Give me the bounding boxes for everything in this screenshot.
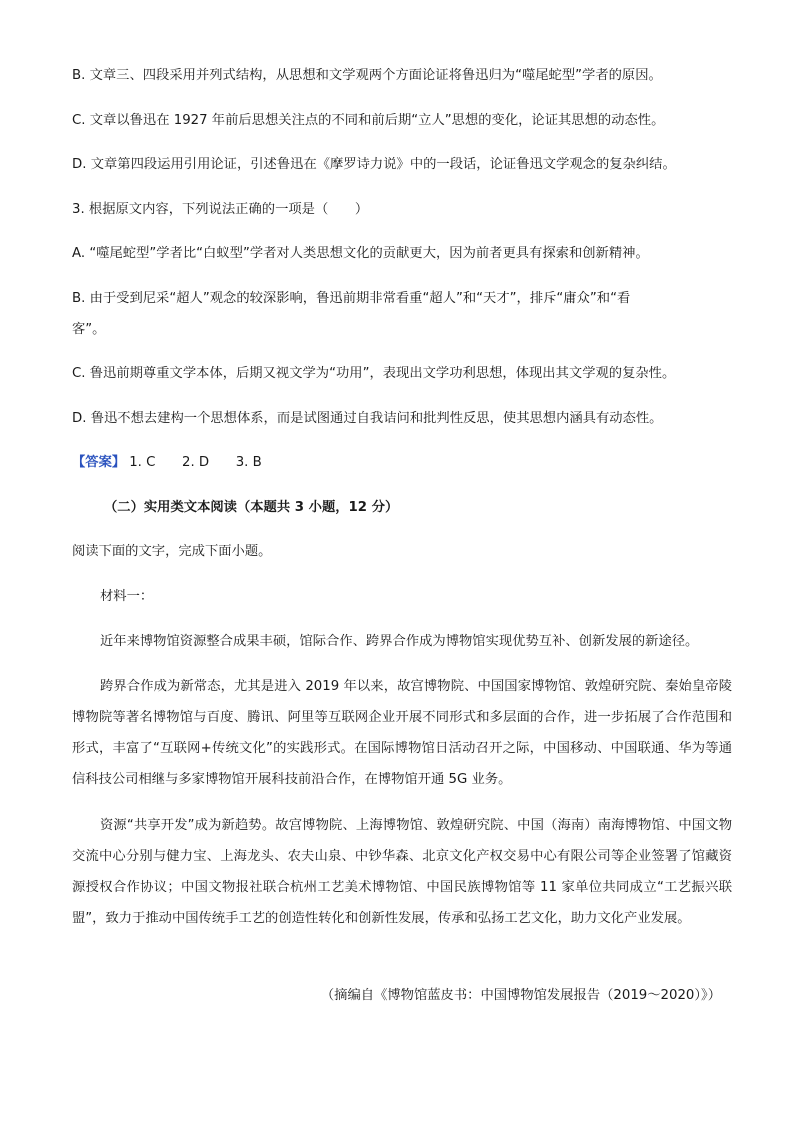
material-label: 材料一： xyxy=(100,589,154,604)
question-3-option-d: D. 鲁迅不想去建构一个思想体系，而是试图通过自我诘问和批判性反思，使其思想内涵具有动态性。 xyxy=(72,411,663,426)
material-paragraph-2: 跨界合作成为新常态，尤其是进入 2019 年以来，故宫博物院、中国国家博物馆、敦煌研究院、秦始皇帝陵博物院等著名博物馆与百度、腾讯、阿里等互联网企业开展不同形式和多层面的合作，进一步拓展了合作范围和形式，丰富了“互联网+传统文化”的实践形式。在国际博物馆日活动召开之际，中国移动、中国联通、华为等通信科技公司相继与多家博物馆开展科技前沿合作，在博物馆开通 5G 业务。 xyxy=(72,679,732,787)
question-2-option-d: D. 文章第四段运用引用论证，引述鲁迅在《摩罗诗力说》中的一段话，论证鲁迅文学观念的复杂纠结。 xyxy=(72,157,676,172)
answer-tag: 【答案】 xyxy=(72,455,126,470)
question-3-option-b-line2: 客”。 xyxy=(72,322,106,337)
source-citation: （摘编自《博物馆蓝皮书：中国博物馆发展报告（2019～2020）》） xyxy=(320,988,721,1003)
answer-line xyxy=(72,453,733,473)
section-heading: （二）实用类文本阅读（本题共 3 小题，12 分） xyxy=(104,500,399,515)
question-2-option-c: C. 文章以鲁迅在 1927 年前后思想关注点的不同和前后期“立人”思想的变化，论证其思想的动态性。 xyxy=(72,113,665,128)
question-2-option-b: B. 文章三、四段采用并列式结构，从思想和文学观两个方面论证将鲁迅归为“噬尾蛇型”学者的原因。 xyxy=(72,68,662,83)
question-3-option-a: A. “噬尾蛇型”学者比“白蚁型”学者对人类思想文化的贡献更大，因为前者更具有探索和创新精神。 xyxy=(72,246,649,261)
question-3-option-c: C. 鲁迅前期尊重文学本体，后期又视文学为“功用”，表现出文学功利思想，体现出其文学观的复杂性。 xyxy=(72,366,676,381)
material-paragraph-3: 资源“共享开发”成为新趋势。故宫博物院、上海博物馆、敦煌研究院、中国（海南）南海博物馆、中国文物交流中心分别与健力宝、上海龙头、农夫山泉、中钞华森、北京文化产权交易中心有限公司等企业签署了馆藏资源授权合作协议；中国文物报社联合杭州工艺美术博物馆、中国民族博物馆等 11 家单位共同成立“工艺振兴联盟”，致力于推动中国传统手工艺的创造性转化和创新性发展，传承和弘扬工艺文化，助力文化产业发展。 xyxy=(72,818,732,926)
question-3-option-b-line1: B. 由于受到尼采“超人”观念的较深影响，鲁迅前期非常看重“超人”和“天才”，排斥“庸众”和“看 xyxy=(72,291,631,306)
material-paragraph-1: 近年来博物馆资源整合成果丰硕，馆际合作、跨界合作成为博物馆实现优势互补、创新发展的新途径。 xyxy=(100,634,699,649)
reading-instruction: 阅读下面的文字，完成下面小题。 xyxy=(72,544,272,559)
question-3-stem: 3. 根据原文内容，下列说法正确的一项是（ ） xyxy=(72,202,369,217)
answer-values: 1. C 2. D 3. B xyxy=(129,455,262,470)
